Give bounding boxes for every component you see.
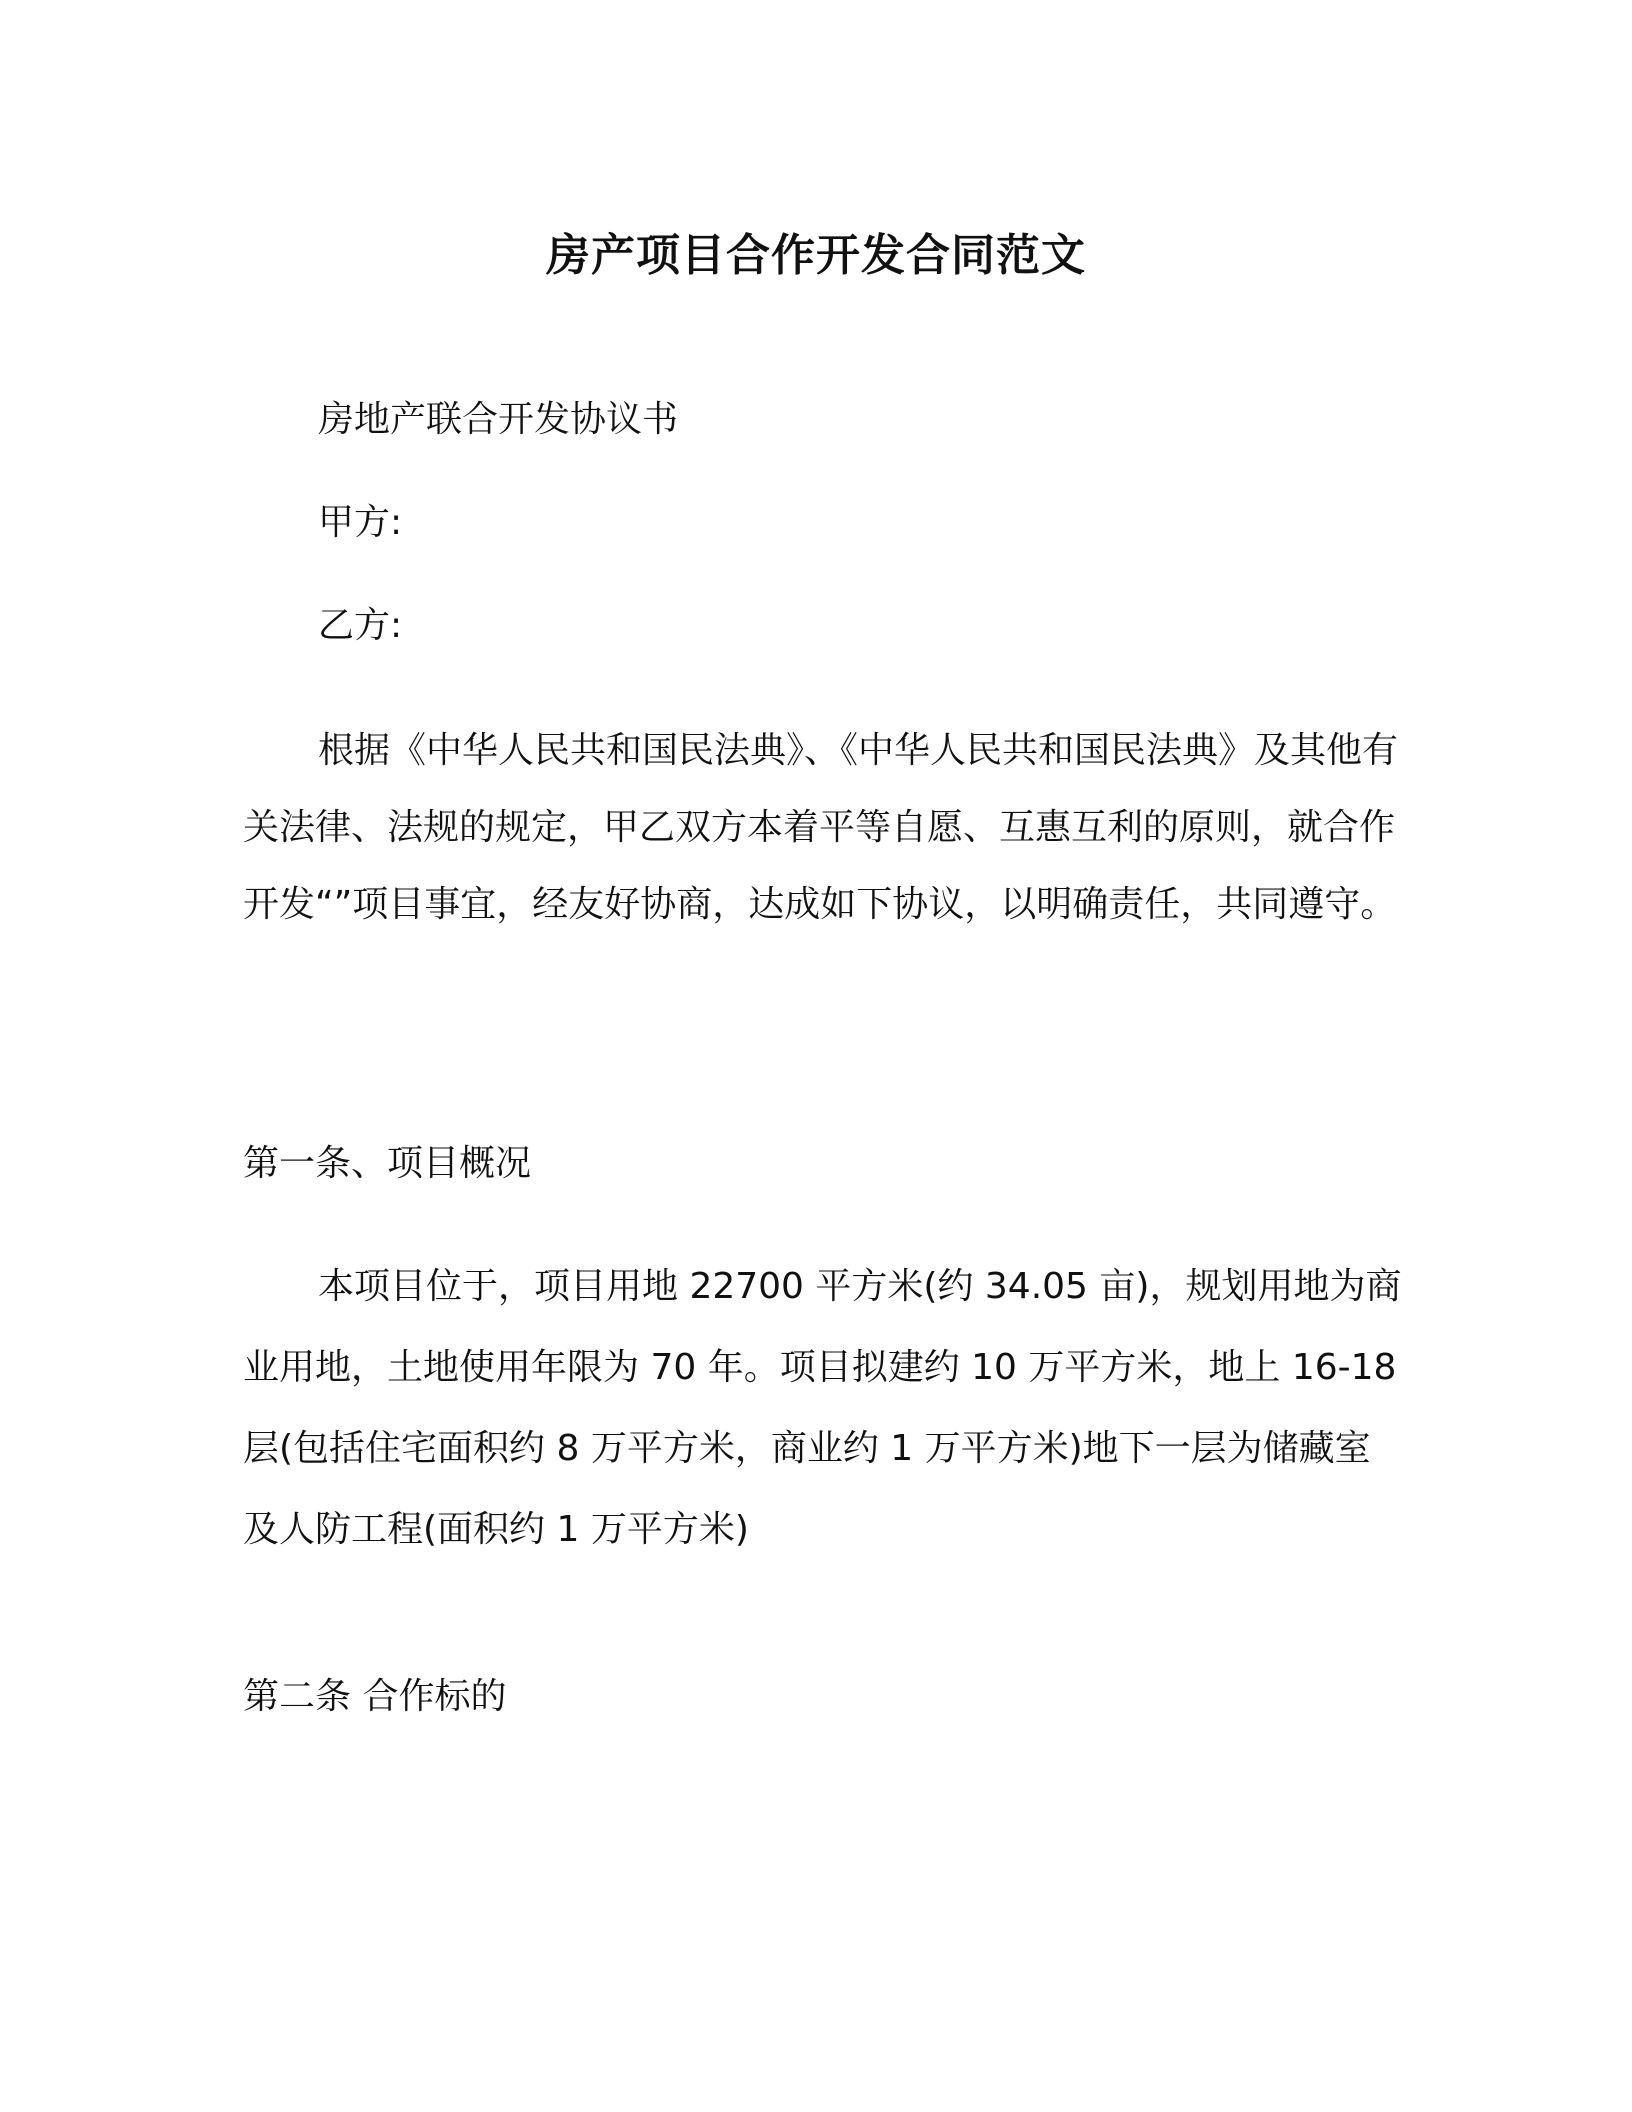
document-title: 房产项目合作开发合同范文: [546, 230, 1086, 281]
party-b-label: 乙方:: [318, 605, 403, 646]
agreement-subtitle: 房地产联合开发协议书: [318, 399, 679, 440]
party-a-label: 甲方:: [318, 502, 403, 543]
preamble-paragraph: 根据《中华人民共和国民法典》、《中华人民共和国民法典》及其他有关法律、法规的规定，甲乙双方本着平等自愿、互惠互利的原则，就合作开发“”项目事宜，经友好协商，达成如下协议，以明确责任，共同遵守。: [243, 730, 1399, 925]
section-2-heading: 第二条 合作标的: [243, 1676, 507, 1717]
section-1-heading: 第一条、项目概况: [243, 1143, 532, 1184]
section-1-body: 本项目位于，项目用地 22700 平方米(约 34.05 亩)，规划用地为商业用地，土地使用年限为 70 年。项目拟建约 10 万平方米，地上 16-18 层(包括住宅面积约 8 万平方米，商业约 1 万平方米)地下一层为储藏室及人防工程(面积约 1 万平方米): [243, 1266, 1402, 1550]
